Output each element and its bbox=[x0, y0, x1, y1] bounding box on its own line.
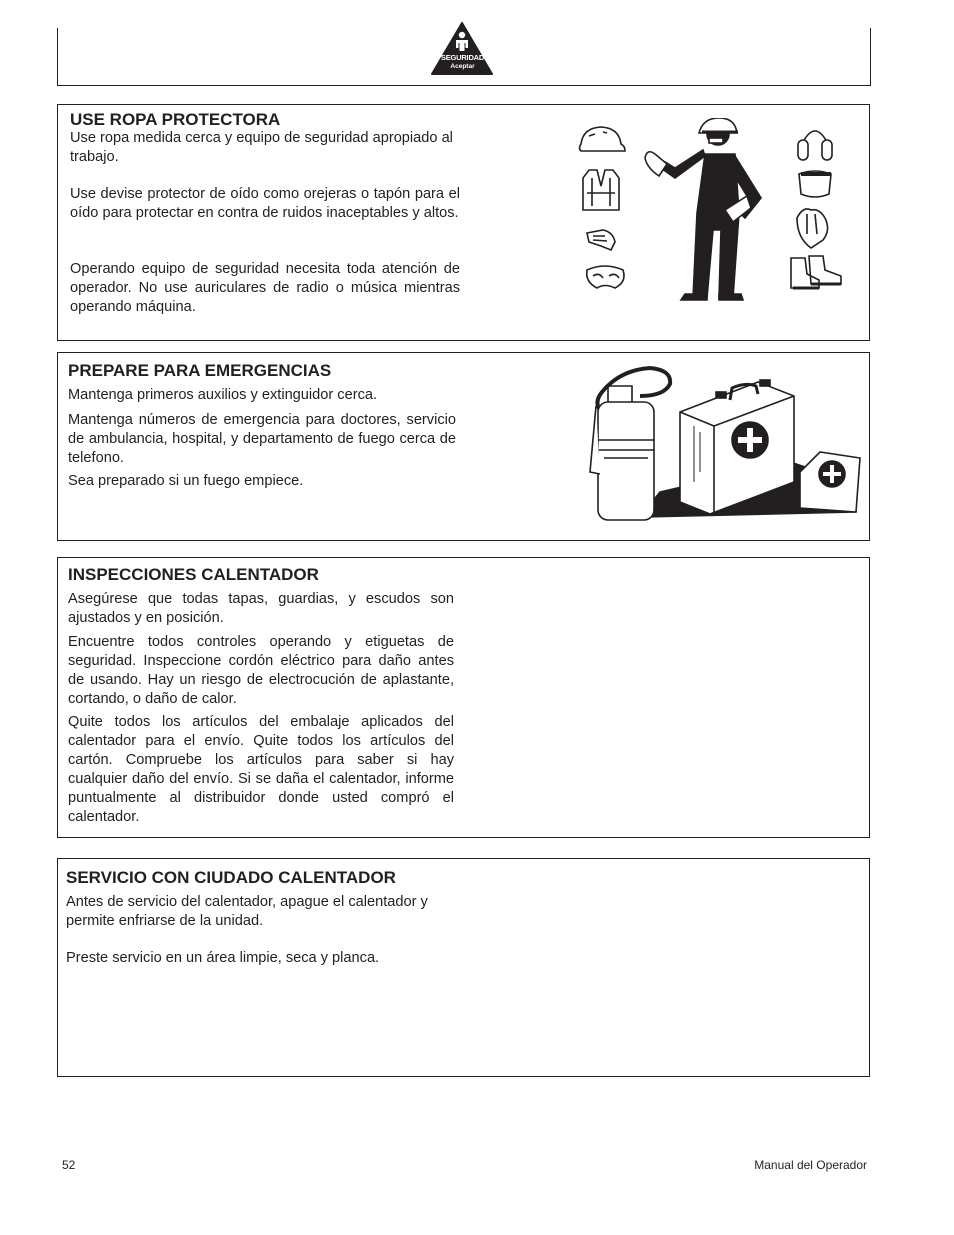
section-title: INSPECCIONES CALENTADOR bbox=[68, 565, 319, 584]
page-number: 52 bbox=[62, 1158, 76, 1172]
section-paragraph: Mantenga primeros auxilios y extinguidor cerca. bbox=[68, 387, 378, 403]
section-paragraph: Mantenga números de emergencia para doctores, servicio de ambulancia, hospital, y departamento de fuego cerca de telefono. bbox=[68, 412, 456, 466]
section-paragraph: Use devise protector de oído como orejeras o tapón para el oído para protectar en contra de ruidos inaceptables y altos. bbox=[70, 186, 460, 221]
section-paragraph: Preste servicio en un área limpie, seca y planca. bbox=[66, 950, 380, 966]
extinguisher-first-aid-illustration bbox=[580, 362, 865, 527]
section-paragraph: Quite todos los artículos del embalaje aplicados del calentador para el envío. Quite todos los artículos del cartón. Compruebe los artículos para saber si hay cualquier daño del envío. Si se daña el calentador, informe puntualmente al distribuidor donde usted compró el calentador. bbox=[68, 714, 454, 825]
safety-logo-line2: Aceptar bbox=[450, 63, 475, 70]
section-paragraph: Sea preparado si un fuego empiece. bbox=[68, 473, 304, 489]
section-paragraph: Use ropa medida cerca y equipo de seguridad apropiado al trabajo. bbox=[70, 130, 453, 165]
manual-title: Manual del Operador bbox=[754, 1158, 867, 1172]
section-paragraph: Operando equipo de seguridad necesita toda atención de operador. No use auriculares de radio o música mientras operando máquina. bbox=[70, 261, 460, 315]
section-paragraph: Encuentre todos controles operando y etiguetas de seguridad. Inspeccione cordón eléctrico para daño antes de usando. Hay un riesgo de electrocución de aplastante, cortando, o daño de calor. bbox=[68, 634, 454, 707]
section-title: PREPARE PARA EMERGENCIAS bbox=[68, 361, 332, 380]
section-paragraph: Antes de servicio del calentador, apague el calentador y permite enfriarse de la unidad. bbox=[66, 894, 428, 929]
section-title: USE ROPA PROTECTORA bbox=[70, 110, 281, 129]
protective-equipment-illustration bbox=[575, 118, 855, 303]
section-title: SERVICIO CON CIUDADO CALENTADOR bbox=[66, 868, 396, 887]
section-paragraph: Asegúrese que todas tapas, guardias, y escudos son ajustados y en posición. bbox=[68, 591, 454, 626]
safety-logo-line1: SEGURIDAD bbox=[440, 53, 485, 62]
